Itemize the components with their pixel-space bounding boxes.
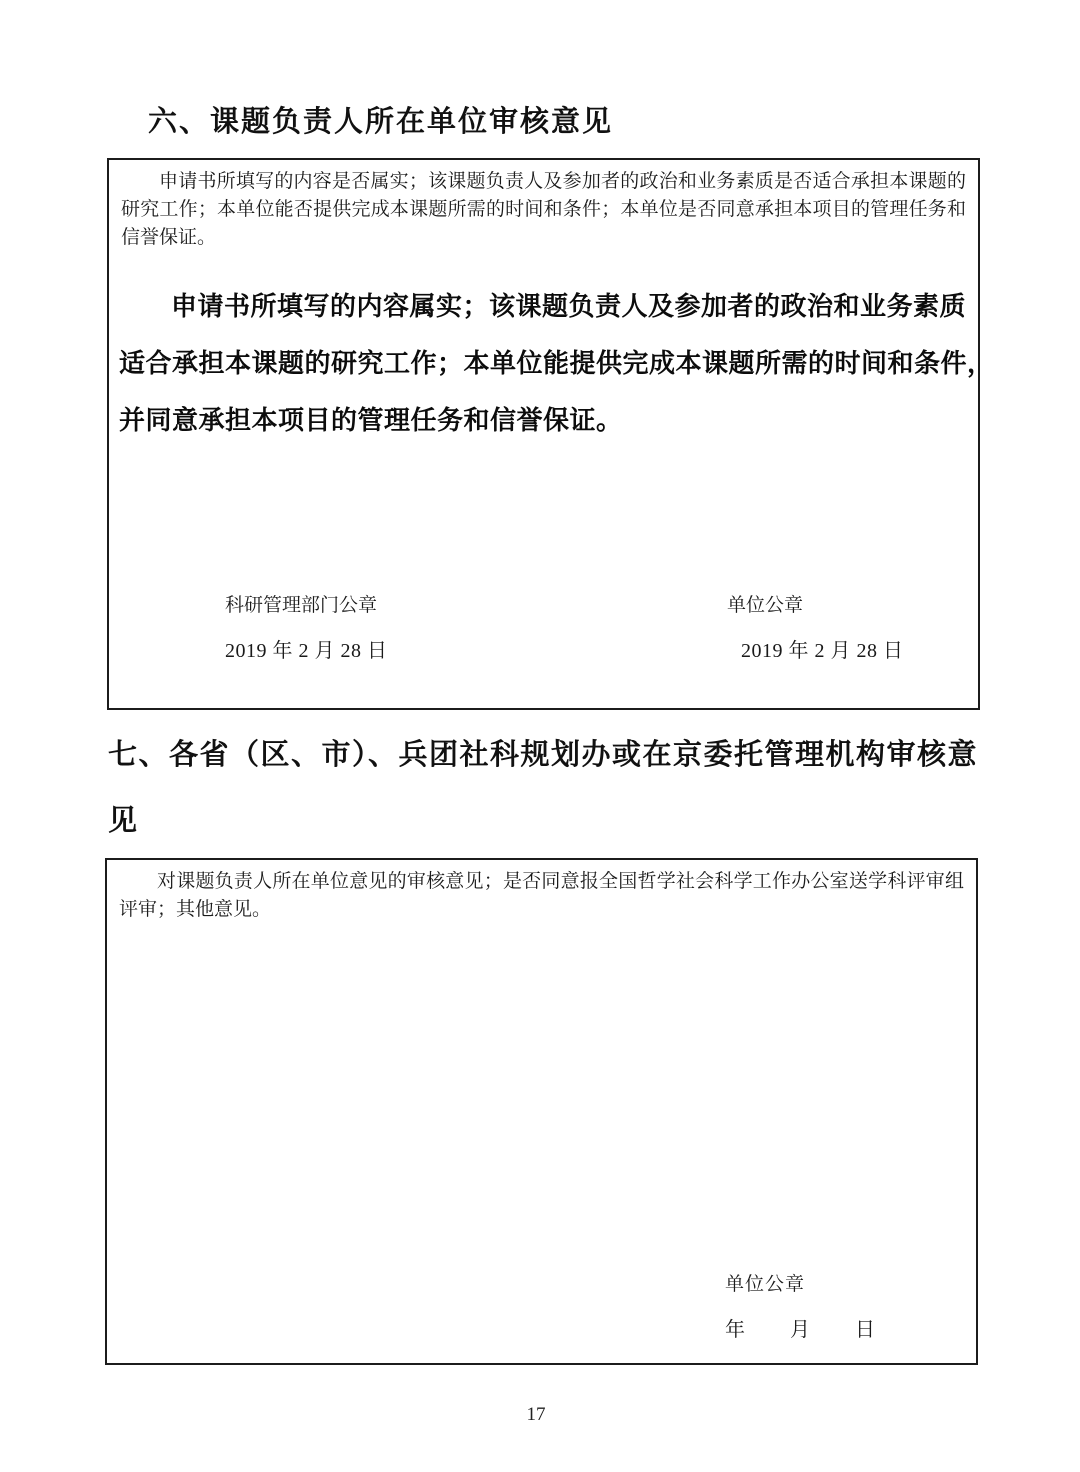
month-label: 月 (790, 1319, 810, 1341)
section6-review-box (107, 158, 994, 710)
unit-stamp-block (727, 594, 904, 663)
section6-prompt-text: 申请书所填写的内容是否属实；该课题负责人及参加者的政治和业务素质是否适合承担本课题的研究工作；本单位能否提供完成本课题所需的时间和条件；本单位是否同意承担本项目的管理任务和信誉保证。 (121, 171, 966, 248)
research-dept-stamp-block (225, 594, 388, 663)
section6-heading: 六、课题负责人所在单位审核意见 (148, 106, 614, 138)
section7-date-row (725, 1318, 875, 1342)
page-number: 17 (526, 1404, 546, 1425)
section6-opinion-text (119, 278, 994, 449)
research-dept-stamp-label: 科研管理部门公章 (225, 595, 378, 616)
research-dept-stamp-date: 2019 年 2 月 28 日 (225, 640, 388, 662)
unit-stamp-label: 单位公章 (727, 595, 804, 616)
section7-prompt-text: 对课题负责人所在单位意见的审核意见；是否同意报全国哲学社会科学工作办公室送学科评审组评审；其他意见。 (119, 871, 964, 920)
opinion-line-3: 并同意承担本项目的管理任务和信誉保证。 (119, 405, 623, 435)
unit-stamp-date: 2019 年 2 月 28 日 (741, 640, 904, 662)
section7-review-box (105, 858, 978, 1365)
day-label: 日 (855, 1319, 875, 1341)
section7-heading: 七、各省（区、市）、兵团社科规划办或在京委托管理机构审核意见 (108, 739, 979, 837)
section7-unit-stamp-label: 单位公章 (725, 1274, 806, 1295)
year-label: 年 (725, 1319, 745, 1341)
opinion-line-1: 申请书所填写的内容属实；该课题负责人及参加者的政治和业务素质 (171, 291, 967, 321)
opinion-line-2: 适合承担本课题的研究工作；本单位能提供完成本课题所需的时间和条件， (119, 348, 994, 378)
